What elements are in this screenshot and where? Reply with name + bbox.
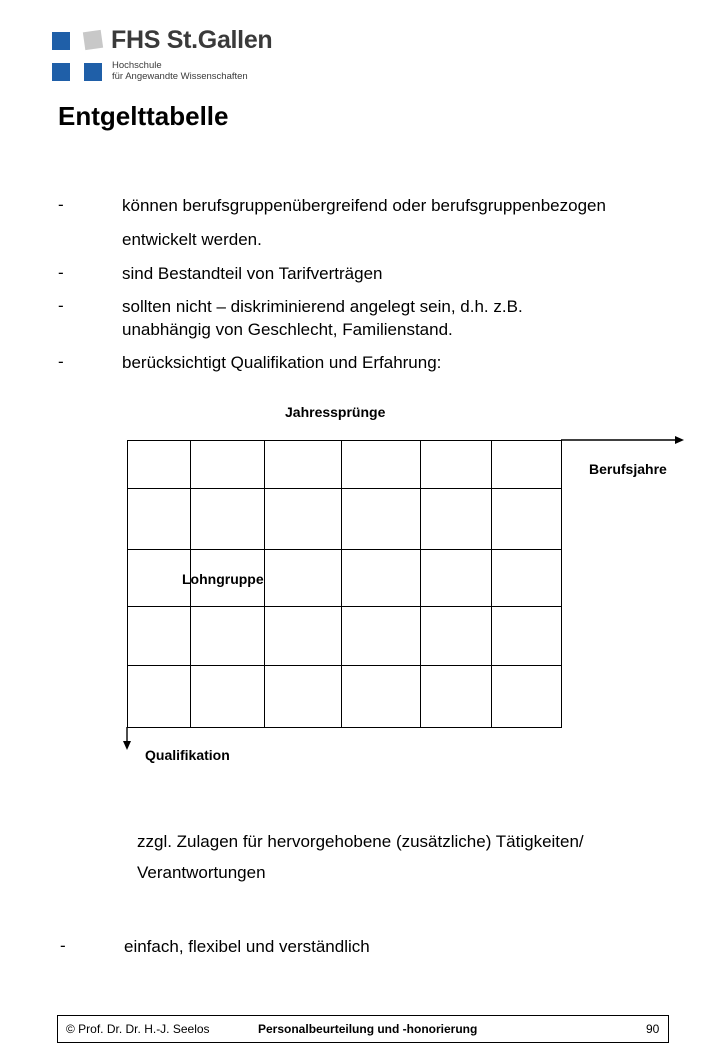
diagram-right-label: Berufsjahre — [589, 461, 667, 477]
logo-subtitle-1: Hochschule — [112, 60, 162, 71]
logo-name: FHS St.Gallen — [111, 26, 273, 54]
last-bullet-text: einfach, flexibel und verständlich — [124, 937, 370, 956]
page-title: Entgelttabelle — [58, 101, 229, 131]
horizontal-arrow-head — [675, 436, 684, 444]
last-bullet-marker: - — [60, 936, 66, 955]
footer-author: © Prof. Dr. Dr. H.-J. Seelos — [66, 1022, 210, 1036]
diagram-bottom-label: Qualifikation — [145, 747, 230, 763]
bullet-marker-1: - — [58, 195, 64, 214]
footer-page-number: 90 — [646, 1022, 660, 1036]
footer-course: Personalbeurteilung und -honorierung — [258, 1022, 478, 1036]
diagram-top-label: Jahressprünge — [285, 404, 386, 420]
vertical-arrow-head — [123, 741, 131, 750]
bullet-3-line-2: unabhängig von Geschlecht, Familienstand. — [122, 320, 453, 339]
logo-subtitle-2: für Angewandte Wissenschaften — [112, 71, 248, 82]
bullet-1-line-2: entwickelt werden. — [122, 230, 262, 249]
bullet-3-line-1: sollten nicht – diskriminierend angelegt sein, d.h. z.B. — [122, 297, 523, 316]
bullet-marker-2: - — [58, 263, 64, 282]
diagram-center-label: Lohngruppe — [182, 571, 264, 587]
supplement-line-2: Verantwortungen — [137, 863, 266, 882]
bullet-2-line-1: sind Bestandteil von Tarifverträgen — [122, 264, 383, 283]
bullet-4-line-1: berücksichtigt Qualifikation und Erfahrung: — [122, 353, 442, 372]
bullet-marker-3: - — [58, 296, 64, 315]
supplement-line-1: zzgl. Zulagen für hervorgehobene (zusätzliche) Tätigkeiten/ — [137, 832, 584, 851]
bullet-marker-4: - — [58, 352, 64, 371]
footer — [57, 1015, 669, 1043]
bullet-1-line-1: können berufsgruppenübergreifend oder berufsgruppenbezogen — [122, 196, 606, 215]
